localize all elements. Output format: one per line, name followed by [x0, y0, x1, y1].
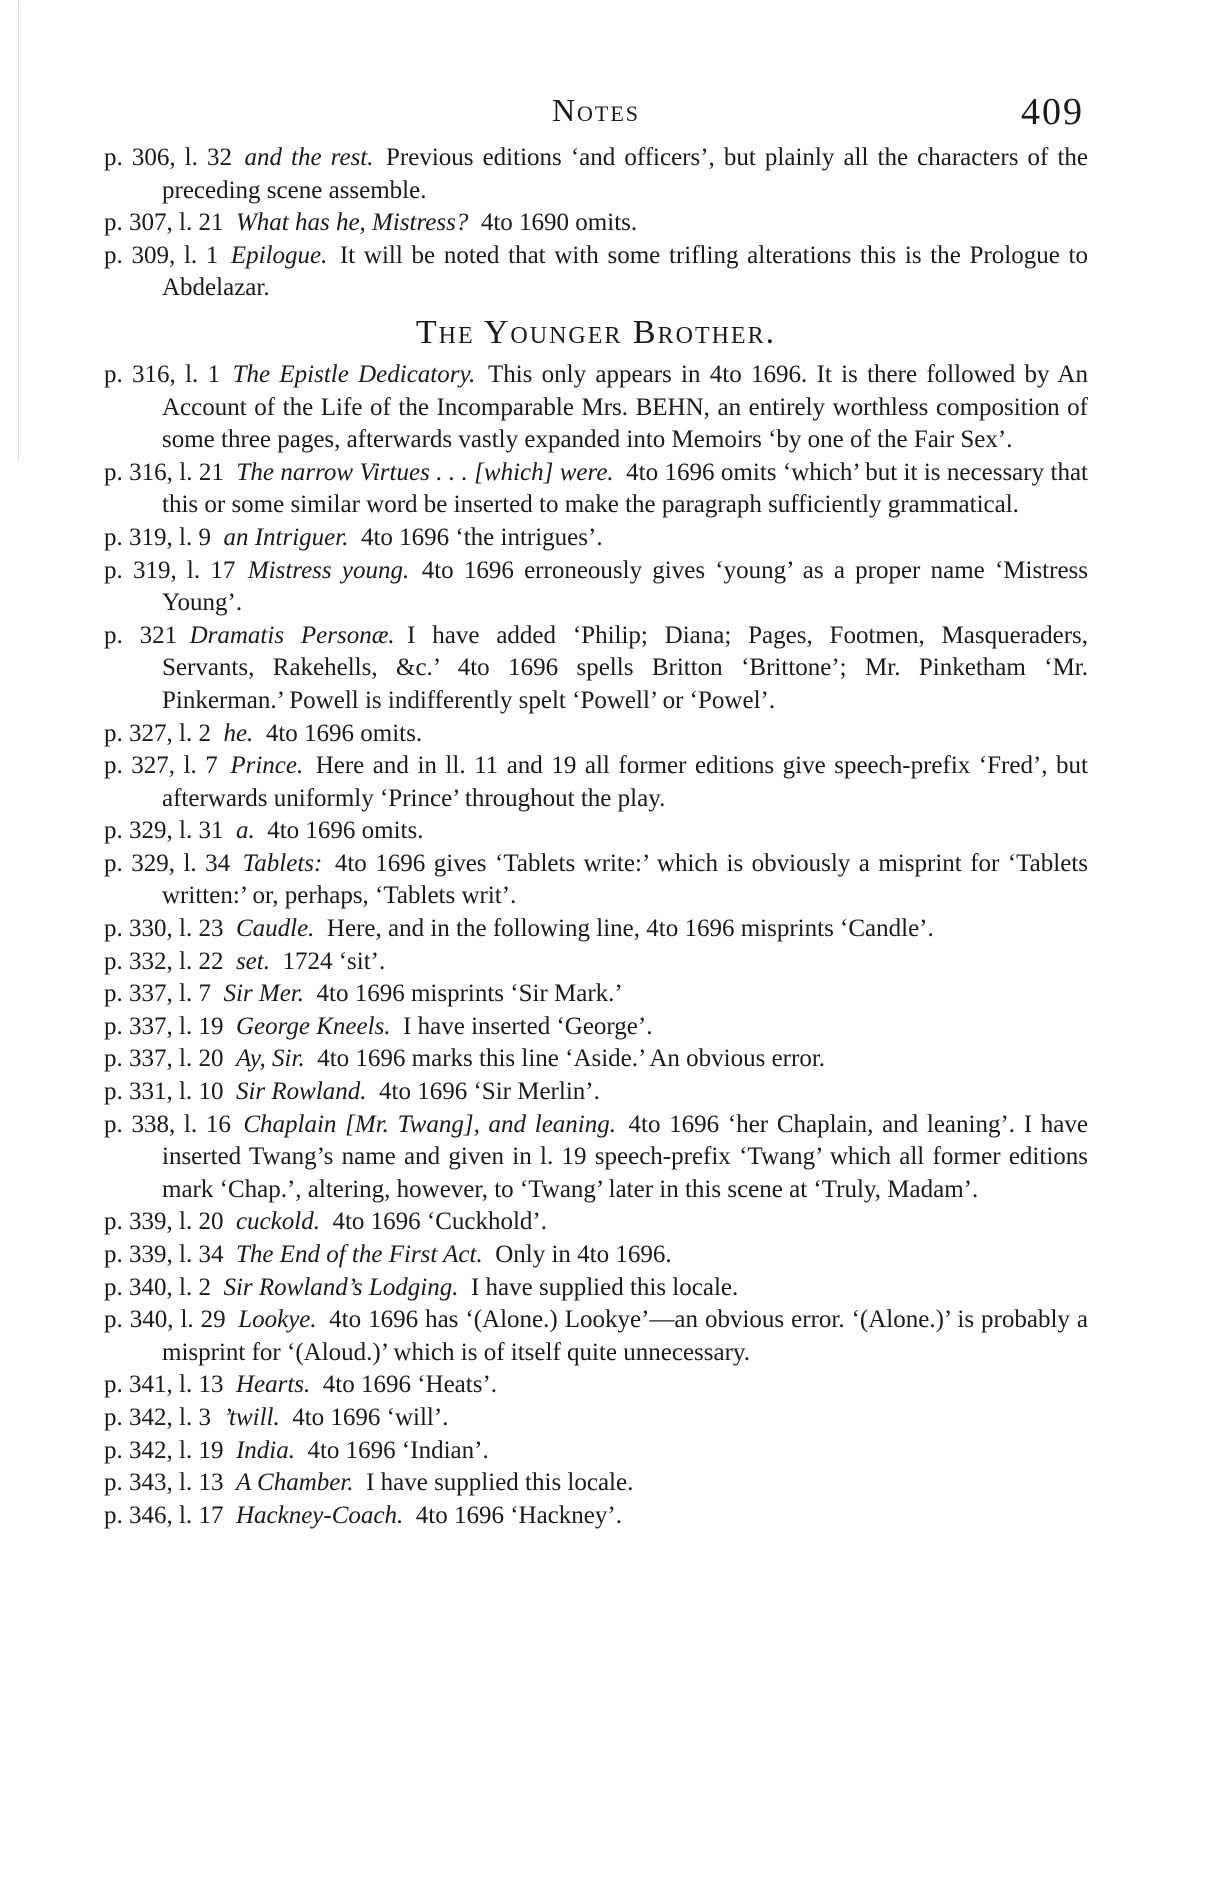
note-lemma: ’twill. — [223, 1403, 280, 1431]
note-text: I have supplied this locale. — [470, 1273, 739, 1301]
note-reference: p. 341, l. 13 — [104, 1371, 224, 1399]
note-reference: p. 339, l. 20 — [104, 1208, 224, 1236]
note-reference: p. 343, l. 13 — [104, 1469, 224, 1497]
note-entry — [104, 207, 1088, 240]
note-lemma: The narrow Virtues . . . [which] were. — [236, 458, 614, 486]
note-text: 4to 1696 misprints ‘Sir Mark.’ — [316, 980, 623, 1008]
note-reference: p. 329, l. 31 — [104, 817, 224, 845]
note-entry — [104, 1500, 1088, 1533]
note-entry — [104, 1239, 1088, 1272]
note-entry — [104, 1272, 1088, 1305]
note-reference: p. 340, l. 2 — [104, 1273, 211, 1301]
note-text: Here and in ll. 11 and 19 all former editions give speech-prefix ‘Fred’, but afterwards uniformly ‘Prince’ throughout the play. — [162, 752, 1089, 812]
note-lemma: Prince. — [230, 752, 304, 780]
note-entry — [104, 1304, 1088, 1369]
note-entry — [104, 978, 1088, 1011]
note-text: 4to 1696 omits. — [267, 817, 424, 845]
note-reference: p. 309, l. 1 — [104, 241, 219, 269]
note-text: 4to 1696 omits ‘which’ but it is necessary that this or some similar word be inserted to make the paragraph sufficiently grammatical. — [162, 458, 1088, 519]
note-text: Only in 4to 1696. — [495, 1241, 672, 1268]
note-lemma: Hackney-Coach. — [235, 1501, 404, 1529]
note-reference: p. 319, l. 9 — [104, 523, 211, 551]
note-text: 1724 ‘sit’. — [282, 947, 386, 975]
note-text: 4to 1696 erroneously gives ‘young’ as a proper name ‘Mistress Young’. — [162, 556, 1088, 617]
note-lemma: Sir Rowland’s Lodging. — [223, 1273, 459, 1301]
note-text: 4to 1696 ‘will’. — [292, 1403, 449, 1431]
note-text: 4to 1696 omits. — [265, 719, 423, 747]
note-entry — [104, 142, 1088, 207]
note-text: 4to 1696 ‘Cuckhold’. — [332, 1208, 548, 1236]
running-head — [104, 92, 1088, 142]
note-lemma: Ay, Sir. — [235, 1045, 305, 1073]
note-lemma: India. — [235, 1436, 295, 1464]
note-lemma: a. — [235, 817, 255, 845]
note-entry — [104, 1369, 1088, 1402]
note-lemma: A Chamber. — [235, 1469, 354, 1497]
note-text: 4to 1696 ‘Indian’. — [307, 1436, 489, 1464]
note-entry — [104, 457, 1088, 522]
note-reference: p. 307, l. 21 — [104, 209, 224, 237]
notes-list-younger-brother — [104, 359, 1088, 1532]
note-reference: p. 329, l. 34 — [104, 849, 231, 877]
note-entry — [104, 240, 1088, 305]
note-entry — [104, 555, 1088, 620]
note-lemma: The Epistle Dedicatory. — [232, 360, 476, 388]
note-reference: p. 327, l. 7 — [104, 752, 218, 780]
note-entry — [104, 848, 1088, 913]
note-lemma: Caudle. — [235, 915, 315, 943]
note-text: Previous editions ‘and officers’, but plainly all the characters of the preceding scene assemble. — [162, 144, 1088, 204]
note-reference: p. 319, l. 17 — [104, 556, 236, 584]
note-entry — [104, 522, 1088, 555]
note-lemma: Lookye. — [238, 1306, 317, 1334]
note-entry — [104, 1011, 1088, 1044]
note-text: 4to 1696 marks this line ‘Aside.’ An obvious error. — [317, 1045, 826, 1073]
note-lemma: and the rest. — [244, 144, 374, 171]
note-entry — [104, 359, 1088, 457]
note-reference: p. 332, l. 22 — [104, 947, 224, 975]
note-text: 4to 1696 ‘Sir Merlin’. — [379, 1078, 600, 1106]
note-lemma: Epilogue. — [230, 241, 328, 269]
page-number: 409 — [1021, 91, 1084, 133]
note-reference: p. 316, l. 1 — [104, 360, 221, 388]
note-text: Here, and in the following line, 4to 1696 misprints ‘Candle’. — [326, 915, 934, 943]
note-entry — [104, 620, 1088, 718]
note-entry — [104, 1076, 1088, 1109]
note-entry — [104, 913, 1088, 946]
note-lemma: Dramatis Personæ. — [189, 621, 395, 649]
note-reference: p. 338, l. 16 — [104, 1110, 231, 1138]
note-lemma: Hearts. — [235, 1371, 311, 1399]
note-lemma: What has he, Mistress? — [235, 209, 469, 237]
note-lemma: Mistress young. — [247, 556, 410, 584]
note-reference: p. 339, l. 34 — [104, 1241, 224, 1268]
note-reference: p. 337, l. 19 — [104, 1012, 224, 1040]
note-reference: p. 342, l. 19 — [104, 1436, 224, 1464]
note-reference: p. 321 — [104, 621, 178, 649]
note-reference: p. 342, l. 3 — [104, 1403, 211, 1431]
note-text: 4to 1696 gives ‘Tablets write:’ which is obviously a misprint for ‘Tablets written:’ or, perhaps, ‘Tablets writ’. — [162, 849, 1088, 910]
note-text: 4to 1696 ‘her Chaplain, and leaning’. I have inserted Twang’s name and given in l. 19 speech-prefix ‘Twang’ which all former editions mark ‘Chap.’, altering, however, to ‘Twang’ later in this scene at ‘Truly, Madam’. — [162, 1110, 1088, 1203]
note-reference: p. 346, l. 17 — [104, 1501, 224, 1529]
note-entry — [104, 1109, 1088, 1207]
note-reference: p. 337, l. 7 — [104, 980, 211, 1008]
note-lemma: Sir Rowland. — [235, 1078, 367, 1106]
note-text: 4to 1696 ‘the intrigues’. — [360, 523, 603, 551]
note-entry — [104, 1467, 1088, 1500]
scan-gutter-marks — [18, 0, 31, 460]
note-text: I have inserted ‘George’. — [403, 1012, 653, 1040]
note-text: 4to 1696 has ‘(Alone.) Lookye’—an obvious error. ‘(Alone.)’ is probably a misprint for ‘(Aloud.)’ which is of itself quite unnecessary. — [162, 1306, 1088, 1366]
note-lemma: The End of the First Act. — [235, 1241, 483, 1268]
note-text: It will be noted that with some trifling alterations this is the Prologue to Abdelazar. — [162, 241, 1088, 302]
note-lemma: Chaplain [Mr. Twang], and leaning. — [243, 1110, 616, 1138]
note-reference: p. 330, l. 23 — [104, 915, 224, 943]
note-reference: p. 340, l. 29 — [104, 1306, 226, 1334]
note-lemma: George Kneels. — [235, 1012, 391, 1040]
note-entry — [104, 1206, 1088, 1239]
note-entry — [104, 1043, 1088, 1076]
note-text: 4to 1690 omits. — [480, 209, 638, 237]
note-entry — [104, 750, 1088, 815]
note-text: I have supplied this locale. — [366, 1469, 634, 1497]
note-lemma: set. — [235, 947, 270, 975]
note-reference: p. 306, l. 32 — [104, 144, 232, 171]
notes-list-previous-play — [104, 142, 1088, 305]
note-entry — [104, 718, 1088, 751]
note-reference: p. 327, l. 2 — [104, 719, 211, 747]
note-lemma: he. — [223, 719, 254, 747]
note-text: 4to 1696 ‘Hackney’. — [415, 1501, 622, 1529]
note-entry — [104, 1435, 1088, 1468]
note-reference: p. 331, l. 10 — [104, 1078, 224, 1106]
page — [104, 92, 1088, 1532]
note-reference: p. 337, l. 20 — [104, 1045, 224, 1073]
note-entry — [104, 946, 1088, 979]
note-lemma: Sir Mer. — [223, 980, 305, 1008]
section-title: The Younger Brother. — [415, 313, 777, 351]
note-lemma: an Intriguer. — [223, 523, 349, 551]
running-title: Notes — [551, 92, 641, 128]
note-text: This only appears in 4to 1696. It is there followed by An Account of the Life of the Incomparable Mrs. BEHN, an entirely worthless composition of some three pages, afterwards vastly expanded into Memoirs ‘by one of the Fair Sex’. — [162, 360, 1088, 454]
note-entry — [104, 815, 1088, 848]
note-entry — [104, 1402, 1088, 1435]
note-text: 4to 1696 ‘Heats’. — [322, 1371, 498, 1399]
note-lemma: Tablets: — [242, 849, 323, 877]
note-lemma: cuckold. — [235, 1208, 320, 1236]
note-text: I have added ‘Philip; Diana; Pages, Footmen, Masqueraders, Servants, Rakehells, &c.’ 4to 1696 spells Britton ‘Brittone’; Mr. Pinketham ‘Mr. Pinkerman.’ Powell is indifferently spelt ‘Powell’ or ‘Powel’. — [162, 621, 1088, 714]
note-reference: p. 316, l. 21 — [104, 458, 224, 486]
